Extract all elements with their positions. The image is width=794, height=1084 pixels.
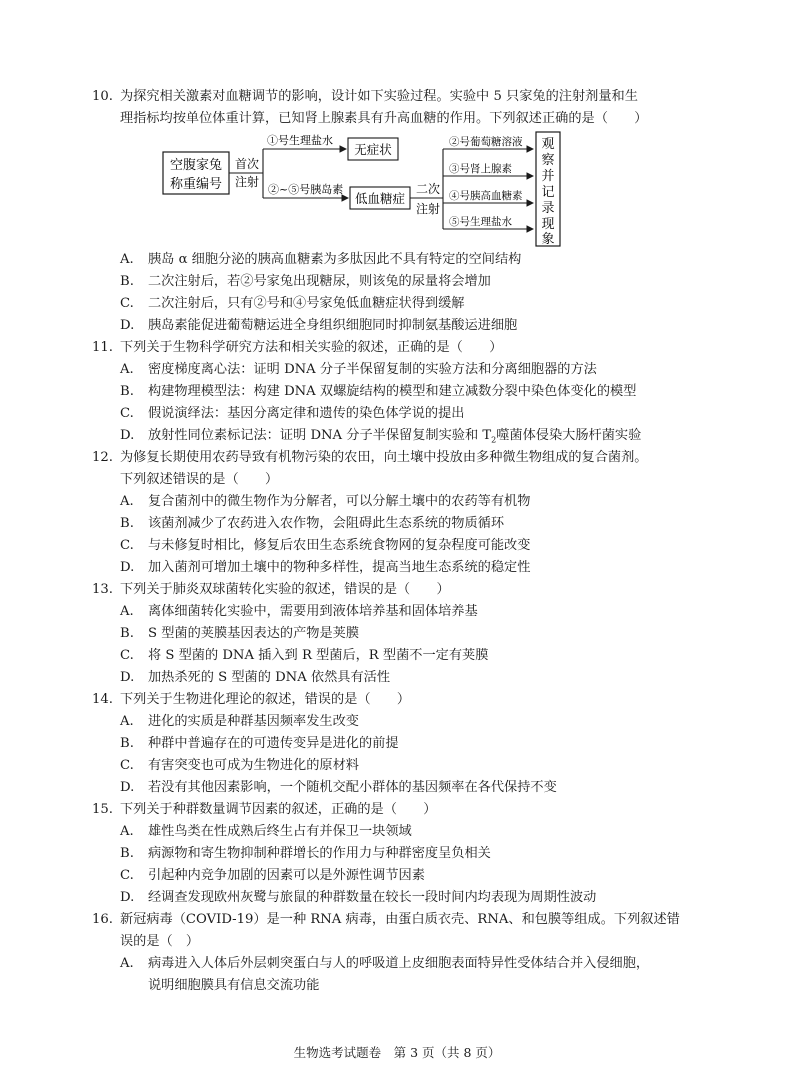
q15-option-d [120, 887, 596, 909]
option-text: 雄性鸟类在性成熟后终生占有并保卫一块领域 [148, 824, 412, 839]
q12-option-c [120, 535, 530, 557]
q12-option-a [120, 491, 530, 513]
option-text: 将 S 型菌的 DNA 插入到 R 型菌后，R 型菌不一定有荚膜 [148, 648, 489, 663]
question-text: 为探究相关激素对血糖调节的影响，设计如下实验过程。实验中 5 只家兔的注射剂量和生 [120, 89, 638, 104]
option-text: 经调查发现欧州灰鹭与旅鼠的种群数量在较长一段时间内均表现为周期性波动 [148, 890, 597, 905]
question-text: 下列关于种群数量调节因素的叙述，正确的是（ ） [120, 802, 437, 817]
option-label: D. [120, 670, 135, 685]
second-injection-line2: 注射 [415, 202, 441, 216]
question-13-stem [92, 579, 712, 601]
observe-char-6: 现 [541, 217, 555, 232]
saline-label: ⑤号生理盐水 [449, 216, 512, 228]
option-text: 加热杀死的 S 型菌的 DNA 依然具有活性 [148, 670, 391, 685]
question-12-stem [92, 447, 712, 469]
option-label: A. [120, 956, 134, 971]
observe-char-7: 象 [541, 232, 555, 247]
option-text: 胰岛素能促进葡萄糖运进全身组织细胞同时抑制氨基酸运进细胞 [148, 318, 518, 333]
q10-option-a [120, 249, 521, 271]
option-label: C. [120, 406, 134, 421]
question-text: 下列关于肺炎双球菌转化实验的叙述，错误的是（ ） [120, 582, 450, 597]
option-label: B. [120, 846, 134, 861]
second-injection-line1: 二次 [415, 182, 441, 196]
q14-option-c [120, 755, 359, 777]
observe-char-2: 察 [541, 153, 555, 168]
option-label: A. [120, 604, 134, 619]
question-14-stem [92, 689, 712, 711]
observe-char-3: 并 [541, 169, 555, 184]
question-text: 为修复长期使用农药导致有机物污染的农田，向土壤中投放由多种微生物组成的复合菌剂。 [120, 450, 648, 465]
option-text: 该菌剂减少了农药进入农作物，会阻碍此生态系统的物质循环 [148, 516, 505, 531]
subscript-2: 2 [491, 435, 497, 445]
q16-option-a-continuation: 说明细胞膜具有信息交流功能 [148, 978, 320, 993]
q12-option-b [120, 513, 504, 535]
start-box-line1: 空腹家兔 [169, 158, 223, 173]
option-text: 引起种内竞争加剧的因素可以是外源性调节因素 [148, 868, 425, 883]
option-label: D. [120, 318, 135, 333]
option-label: A. [120, 714, 134, 729]
observe-char-5: 录 [541, 201, 555, 216]
observe-char-4: 记 [541, 185, 555, 200]
question-16-stem [92, 909, 712, 931]
option-text: S 型菌的荚膜基因表达的产物是荚膜 [148, 626, 360, 641]
question-10-stem [92, 86, 712, 108]
bottom-branch-label: ②~⑤号胰岛素 [268, 183, 344, 196]
hypoglycemia-text: 低血糖症 [354, 191, 406, 206]
q13-option-d [120, 667, 390, 689]
option-text: 离体细菌转化实验中，需要用到液体培养基和固体培养基 [148, 604, 478, 619]
question-text: 下列关于生物进化理论的叙述，错误的是（ ） [120, 692, 411, 707]
option-text: 病毒进入人体后外层刺突蛋白与人的呼吸道上皮细胞表面特异性受体结合并入侵细胞， [148, 956, 650, 971]
option-label: D. [120, 890, 135, 905]
q15-option-a [120, 821, 412, 843]
q10-option-b [120, 271, 491, 293]
experiment-flow-diagram [155, 130, 565, 250]
q12-option-d [120, 557, 530, 579]
option-text: 二次注射后，若②号家兔出现糖尿，则该兔的尿量将会增加 [148, 274, 491, 289]
option-text: 与未修复时相比，修复后农田生态系统食物网的复杂程度可能改变 [148, 538, 531, 553]
first-injection-line1: 首次 [234, 157, 260, 171]
q14-option-a [120, 711, 359, 733]
q13-option-c [120, 645, 488, 667]
option-text: 二次注射后，只有②号和④号家兔低血糖症状得到缓解 [148, 296, 465, 311]
start-box-line2: 称重编号 [169, 177, 223, 192]
option-text: 进化的实质是种群基因频率发生改变 [148, 714, 359, 729]
question-text: 下列关于生物科学研究方法和相关实验的叙述，正确的是（ ） [120, 340, 503, 355]
option-label: A. [120, 252, 134, 267]
option-label: B. [120, 626, 134, 641]
q16-option-a [120, 953, 649, 975]
option-label: D. [120, 780, 135, 795]
option-label: A. [120, 824, 134, 839]
question-number: 16. [92, 912, 113, 927]
no-symptom-text: 无症状 [354, 142, 392, 157]
option-label: B. [120, 384, 134, 399]
question-number: 10. [92, 89, 113, 104]
question-number: 12. [92, 450, 113, 465]
option-label: C. [120, 868, 134, 883]
q10-option-d [120, 315, 517, 337]
question-15-stem [92, 799, 712, 821]
option-text: 放射性同位素标记法：证明 DNA 分子半保留复制实验和 T [148, 428, 492, 443]
option-text: 胰岛 α 细胞分泌的胰高血糖素为多肽因此不具有特定的空间结构 [148, 252, 522, 267]
first-injection-line2: 注射 [234, 175, 260, 189]
q13-option-a [120, 601, 478, 623]
option-label: C. [120, 538, 134, 553]
page-footer: 生物选考试题卷 第 3 页（共 8 页） [293, 1045, 501, 1060]
q13-option-b [120, 623, 359, 645]
q11-option-c [120, 403, 465, 425]
option-label: B. [120, 274, 134, 289]
question-12-stem-line2: 下列叙述错误的是（ ） [120, 472, 279, 487]
glucagon-label: ④号胰高血糖素 [449, 190, 523, 202]
option-label: B. [120, 736, 134, 751]
option-text: 有害突变也可成为生物进化的原材料 [148, 758, 359, 773]
question-number: 13. [92, 582, 113, 597]
option-text-tail: 噬菌体侵染大肠杆菌实验 [496, 428, 642, 443]
glucose-label: ②号葡萄糖溶液 [449, 136, 523, 148]
question-16-stem-line2: 误的是（ ） [120, 934, 200, 949]
question-11-stem [92, 337, 712, 359]
option-label: A. [120, 494, 134, 509]
option-text: 若没有其他因素影响，一个随机交配小群体的基因频率在各代保持不变 [148, 780, 557, 795]
observe-char-1: 观 [541, 137, 555, 152]
option-text: 复合菌剂中的微生物作为分解者，可以分解土壤中的农药等有机物 [148, 494, 531, 509]
option-label: D. [120, 428, 135, 443]
q11-option-b [120, 381, 636, 403]
option-label: C. [120, 758, 134, 773]
q14-option-d [120, 777, 557, 799]
question-number: 11. [92, 340, 113, 355]
option-label: A. [120, 362, 134, 377]
q15-option-b [120, 843, 491, 865]
option-text: 种群中普遍存在的可遗传变异是进化的前提 [148, 736, 399, 751]
q11-option-a [120, 359, 597, 381]
option-text: 加入菌剂可增加土壤中的物种多样性，提高当地生态系统的稳定性 [148, 560, 531, 575]
option-text: 构建物理模型法：构建 DNA 双螺旋结构的模型和建立减数分裂中染色体变化的模型 [148, 384, 637, 399]
question-10-stem-line2: 理指标均按单位体重计算，已知肾上腺素具有升高血糖的作用。下列叙述正确的是（ ） [120, 111, 648, 126]
adrenaline-label: ③号肾上腺素 [449, 163, 512, 175]
option-label: C. [120, 296, 134, 311]
option-label: C. [120, 648, 134, 663]
option-text: 病源物和寄生物抑制种群增长的作用力与种群密度呈负相关 [148, 846, 491, 861]
option-label: B. [120, 516, 134, 531]
q10-option-c [120, 293, 465, 315]
q15-option-c [120, 865, 425, 887]
question-number: 14. [92, 692, 113, 707]
option-text: 假说演绎法：基因分离定律和遗传的染色体学说的提出 [148, 406, 465, 421]
q14-option-b [120, 733, 399, 755]
question-number: 15. [92, 802, 113, 817]
question-text: 新冠病毒（COVID-19）是一种 RNA 病毒，由蛋白质衣壳、RNA、和包膜等组成。下列叙述错 [120, 912, 680, 927]
top-branch-label: ①号生理盐水 [267, 134, 333, 147]
option-text: 密度梯度离心法：证明 DNA 分子半保留复制的实验方法和分离细胞器的方法 [148, 362, 597, 377]
option-label: D. [120, 560, 135, 575]
